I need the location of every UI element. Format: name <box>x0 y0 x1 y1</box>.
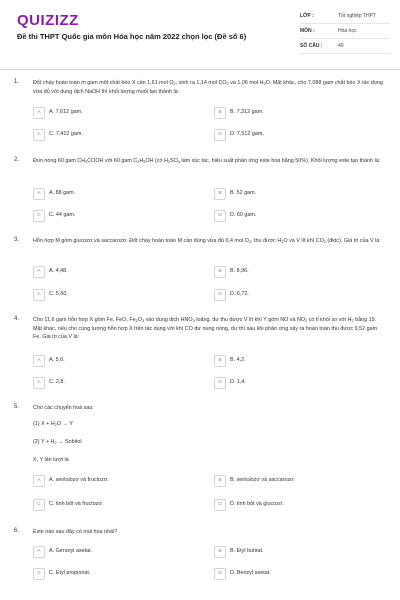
option-text: B. 52 gam. <box>230 190 257 196</box>
meta-row-class <box>300 10 390 24</box>
option-letter-box: A <box>33 188 45 200</box>
option-a[interactable] <box>33 546 191 558</box>
option-d[interactable] <box>214 129 372 141</box>
option-a[interactable] <box>33 107 191 119</box>
option-letter-box: D <box>214 568 226 580</box>
option-b[interactable] <box>214 475 372 487</box>
option-text: D. Benzyl axetat. <box>230 570 271 576</box>
meta-row-subject <box>300 25 390 39</box>
question-text: Cho các chuyển hoá sau: <box>33 405 94 411</box>
option-text: C. Etyl propionat. <box>49 570 91 576</box>
option-text: D. tinh bột và glucozơ. <box>230 501 284 507</box>
statement-3: X, Y lần lượt là <box>33 457 69 463</box>
meta-row-count <box>300 40 390 54</box>
option-b[interactable] <box>214 107 372 119</box>
option-text: A. 7,612 gam. <box>49 109 83 115</box>
quizizz-logo: QUIZIZZ <box>17 12 79 29</box>
meta-value: 40 <box>338 43 344 49</box>
meta-value: Tốt nghiệp THPT <box>338 13 376 19</box>
header-divider <box>0 69 400 70</box>
option-letter-box: C <box>33 210 45 222</box>
question-number: 3. <box>14 237 20 243</box>
meta-label: MÔN : <box>300 28 315 34</box>
option-c[interactable] <box>33 289 191 301</box>
option-c[interactable] <box>33 377 191 389</box>
option-letter-box: D <box>214 377 226 389</box>
meta-label: LỚP : <box>300 13 314 19</box>
option-c[interactable] <box>33 129 191 141</box>
question-text: Hỗn hợp M gồm glucozơ và saccarozơ. Đốt cháy hoàn toàn M cần dùng vừa đủ 0,4 mol $O_2$, thu được $H_2O$ và V lít khí $CO_2$ (đktc). Giá trị của V là: <box>33 238 381 244</box>
option-letter-box: C <box>33 377 45 389</box>
option-letter-box: D <box>214 129 226 141</box>
statement-2: (2) $Y + H_2$ → Sobitol <box>33 439 82 445</box>
option-letter-box: A <box>33 475 45 487</box>
option-letter-box: A <box>33 107 45 119</box>
meta-panel <box>300 10 390 55</box>
option-b[interactable] <box>214 546 372 558</box>
question-number: 1. <box>14 79 20 85</box>
option-text: D. 7,512 gam. <box>230 131 264 137</box>
option-d[interactable] <box>214 289 372 301</box>
option-letter-box: A <box>33 546 45 558</box>
question-text: Este nào sau đây có mùi hoa nhài? <box>33 529 118 535</box>
question-text: Cho 11,6 gam hỗn hợp X gồm Fe, FeO, $Fe_2O_3$ vào dung dịch $HNO_3$ loãng, dư thu được V lít khí Y gồm NO và $NO_2$ có tỉ khối so với $H_2$ bằng 19. Mặt khác, nếu cho cùng lượng hỗn hợp X trên tác dụng với khí CO dư nung nóng, dư thì sau khi phản ứng xảy ra hoàn toàn thu được 9,52 gam Fe. Giá trị của V là: <box>33 317 378 341</box>
option-text: B. Etyl butirat. <box>230 548 264 554</box>
option-text: C. 44 gam. <box>49 212 76 218</box>
option-letter-box: A <box>33 355 45 367</box>
option-a[interactable] <box>33 475 191 487</box>
option-text: C. 5,60. <box>49 291 68 297</box>
question-number: 4. <box>14 316 20 322</box>
option-text: B. 8,96. <box>230 268 249 274</box>
option-text: B. 7,312 gam. <box>230 109 264 115</box>
meta-value: Hóa học <box>338 28 357 34</box>
option-d[interactable] <box>214 499 372 511</box>
option-d[interactable] <box>214 210 372 222</box>
option-c[interactable] <box>33 568 191 580</box>
option-c[interactable] <box>33 499 191 511</box>
option-text: C. 2,8. <box>49 379 65 385</box>
document-title: Đề thi THPT Quốc gia môn Hóa học năm 2022 chọn lọc (Đề số 6) <box>17 32 247 41</box>
option-text: A. Geranyl axetat. <box>49 548 93 554</box>
statement-1: (1) $X + H_2O \to Y$ <box>33 421 73 427</box>
option-a[interactable] <box>33 355 191 367</box>
option-text: C. 7,412 gam. <box>49 131 83 137</box>
option-text: A. xenlulozơ và fructozơ. <box>49 477 109 483</box>
option-d[interactable] <box>214 568 372 580</box>
question-text: Đốt cháy hoàn toàn m gam một chất béo X cần 1,61 mol $O_2$, sinh ra 1,14 mol $CO_2$ và 1,06 mol $H_2O$. Mặt khác, cho 7,088 gam chất béo X tác dụng vừa đủ với dung dịch NaOH thì khối lượng muối tạo thành là: <box>33 80 383 96</box>
question-number: 5. <box>14 404 20 410</box>
option-letter-box: D <box>214 499 226 511</box>
option-d[interactable] <box>214 377 372 389</box>
option-letter-box: B <box>214 355 226 367</box>
option-b[interactable] <box>214 355 372 367</box>
question-number: 2. <box>14 157 20 163</box>
option-letter-box: D <box>214 289 226 301</box>
worksheet-header <box>0 0 400 70</box>
option-letter-box: C <box>33 129 45 141</box>
option-b[interactable] <box>214 188 372 200</box>
option-text: D. 6,72. <box>230 291 249 297</box>
option-text: D. 1,4. <box>230 379 246 385</box>
option-letter-box: B <box>214 188 226 200</box>
option-letter-box: A <box>33 266 45 278</box>
option-text: B. 4,2. <box>230 357 246 363</box>
option-b[interactable] <box>214 266 372 278</box>
option-c[interactable] <box>33 210 191 222</box>
option-letter-box: C <box>33 568 45 580</box>
option-letter-box: B <box>214 546 226 558</box>
option-a[interactable] <box>33 188 191 200</box>
option-text: A. 4,48. <box>49 268 68 274</box>
option-text: B. xenlulozơ và saccarozơ. <box>230 477 296 483</box>
option-text: D. 60 gam. <box>230 212 257 218</box>
meta-label: SỐ CÂU : <box>300 43 323 49</box>
option-letter-box: B <box>214 266 226 278</box>
question-number: 6. <box>14 528 20 534</box>
question-text: Đun nóng 60 gam $CH_3COOH$ với 60 gam $C_2H_5OH$ (có $H_2SO_4$ làm xúc tác, hiệu suất phản ứng este hoá bằng 50%). Khối lượng este tạo thành là: <box>33 158 381 164</box>
option-text: A. 5,6. <box>49 357 65 363</box>
option-text: C. tinh bột và fructozơ. <box>49 501 104 507</box>
option-letter-box: D <box>214 210 226 222</box>
option-letter-box: C <box>33 289 45 301</box>
option-text: A. 88 gam. <box>49 190 76 196</box>
option-a[interactable] <box>33 266 191 278</box>
option-letter-box: B <box>214 475 226 487</box>
option-letter-box: B <box>214 107 226 119</box>
option-letter-box: C <box>33 499 45 511</box>
